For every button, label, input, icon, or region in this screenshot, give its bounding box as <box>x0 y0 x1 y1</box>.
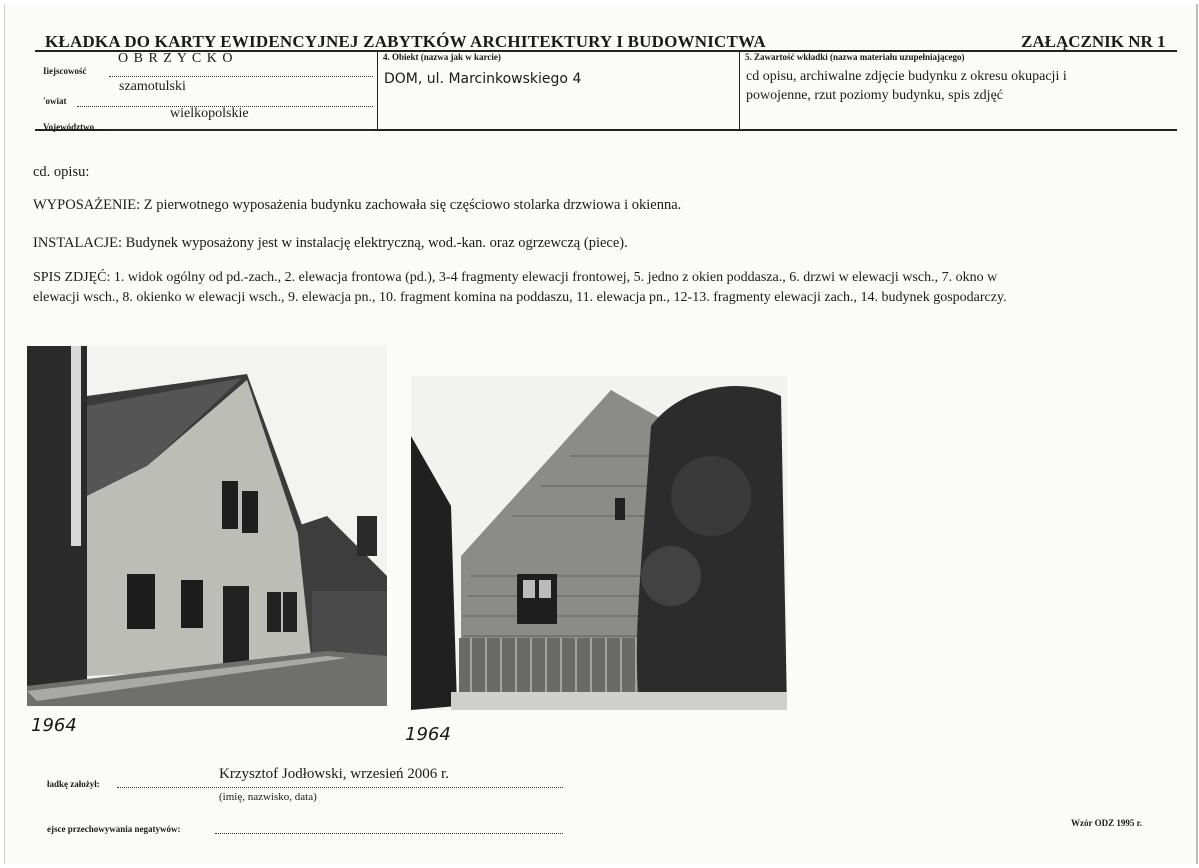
voivodeship-value: wielkopolskie <box>170 106 249 121</box>
author-dotline <box>117 787 563 788</box>
header-divider-1 <box>377 50 378 130</box>
annex-label: ZAŁĄCZNIK NR 1 <box>1021 32 1166 51</box>
contents-value-line1: cd opisu, archiwalne zdjęcie budynku z okresu okupacji i <box>746 69 1067 84</box>
photo-house-front-1964 <box>27 346 387 706</box>
voivodeship-dotline <box>109 130 373 131</box>
form-pattern: Wzór ODZ 1995 r. <box>1071 818 1142 828</box>
form-title: KŁADKA DO KARTY EWIDENCYJNEJ ZABYTKÓW ARCHITEKTURY I BUDOWNICTWA <box>45 32 766 51</box>
negatives-dotline <box>215 833 563 834</box>
photo-house-gable-1964 <box>411 376 787 710</box>
place-dotline <box>109 76 373 77</box>
description-intro: cd. opisu: <box>33 164 90 180</box>
installations-text: INSTALACJE: Budynek wyposażony jest w instalację elektryczną, wod.-kan. oraz ogrzewczą (piece). <box>33 235 628 251</box>
document-page <box>4 4 1198 864</box>
photo-list-line1: SPIS ZDJĘĆ: 1. widok ogólny od pd.-zach., 2. elewacja frontowa (pd.), 3-4 fragmenty elewacji frontowej, 5. jedno z okien poddasza., 6. drzwi w elewacji wsch., 7. okno w <box>33 270 998 285</box>
negatives-label: ejsce przechowywania negatywów: <box>47 824 181 834</box>
voivodeship-label: Vojewództwo <box>43 122 95 132</box>
place-value: O B R Z Y C K O <box>118 51 234 66</box>
photo-right-caption: 1964 <box>405 724 451 745</box>
county-value: szamotulski <box>119 79 186 94</box>
header-divider-2 <box>739 50 740 130</box>
object-label: 4. Obiekt (nazwa jak w karcie) <box>383 52 501 62</box>
county-label: 'owiat <box>43 96 67 106</box>
author-value: Krzysztof Jodłowski, wrzesień 2006 r. <box>219 766 449 782</box>
photo-list-line2: elewacji wsch., 8. okienko w elewacji wsch., 9. elewacja pn., 10. fragment komina na poddaszu, 11. elewacja pn., 12-13. fragmenty elewacji zach., 14. budynek gospodarczy. <box>33 290 1007 305</box>
contents-value-line2: powojenne, rzut poziomy budynku, spis zdjęć <box>746 88 1004 103</box>
author-hint: (imię, nazwisko, data) <box>219 791 317 803</box>
equipment-text: WYPOSAŻENIE: Z pierwotnego wyposażenia budynku zachowała się częściowo stolarka drzwiowa i okienna. <box>33 197 682 213</box>
author-label: ładkę założył: <box>47 779 100 789</box>
photo-left-caption: 1964 <box>31 715 77 736</box>
place-label: Iiejscowość <box>43 66 87 76</box>
object-value: DOM, ul. Marcinkowskiego 4 <box>384 71 582 87</box>
contents-label: 5. Zawartość wkładki (nazwa materiału uzupełniającego) <box>745 52 965 62</box>
